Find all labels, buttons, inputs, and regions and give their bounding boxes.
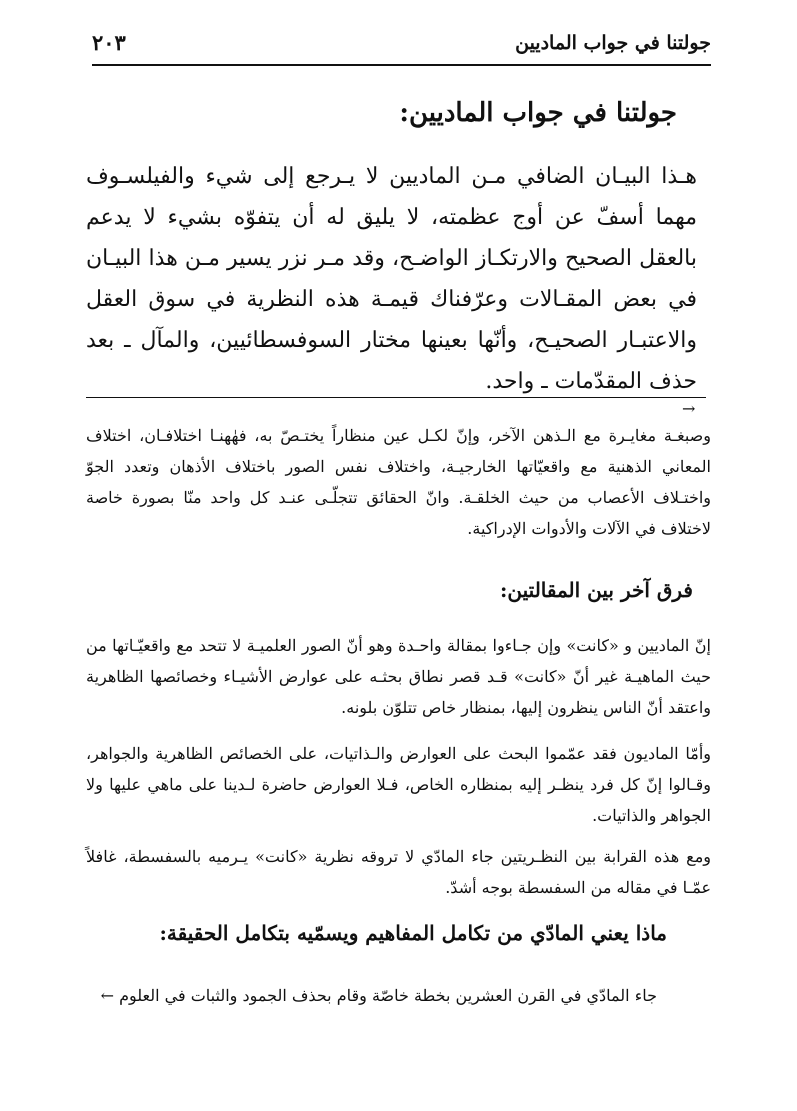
- footnote-paragraph-2: إنّ الماديين و «كانت» وإن جـاءوا بمقالة واحـدة وهو أنّ الصور العلميـة لا تتحد مع واقعيّـاتها من حيث الماهيـة غير أنّ «كانت» قـد قصر نطاق بحثـه على عوارض الأشيـاء وخصائصها الظاهرية واعتقد أنّ الناس ينظرون إليها، بمنظار خاص تتلوّن بلونه.: [86, 636, 712, 717]
- footnote-subheading-2: ماذا يعني المادّي من تكامل المفاهيم ويسمّيه بتكامل الحقيقة:: [159, 921, 667, 945]
- section-heading: جولتنا في جواب الماديين:: [399, 98, 677, 128]
- page-number: ٢٠٣: [92, 30, 126, 55]
- footnote-continuation-arrow-icon: →: [682, 399, 696, 418]
- footnote-subheading-1: فرق آخر بين المقالتين:: [500, 578, 693, 602]
- page-header: [92, 28, 711, 66]
- footnote-last-line: [86, 980, 657, 1011]
- continues-arrow-icon: ←: [100, 986, 114, 1005]
- footnote-paragraph-1: وصبغـة مغايـرة مع الـذهن الآخر، وإنّ لكـل عين منظاراً يختـصّ به، فهٰهنـا اختلافـان، اختلاف المعاني الذهنية مع واقعيّاتها الخارجيـة، واختلاف نفس الصور باختلاف الأذهان وتعدد الجوّ واختـلاف الأعصاب من حيث الخلقـة. وانّ الحقائق تتجلّـى عنـد كل واحد منّا بصورة خاصة لاختلاف في الآلات والأدوات الإدراكية.: [86, 426, 711, 538]
- running-title: جولتنا في جواب الماديين: [515, 32, 711, 54]
- main-paragraph: هـذا البيـان الضافي مـن الماديين لا يـرجع إلى شيء والفيلسـوف مهما أسفّ عن أوج عظمته، لا يليق له أن يتفوّه بشيء لا يدعم بالعقل الصحيح والارتكـاز الواضـح، وقد مـر نزر يسير مـن هذا البيـان في بعض المقـالات وعرّفناك قيمـة هذه النظرية في سوق العقل والاعتبـار الصحيـح، وأنّها بعينها مختار السوفسطائيين، والمآل ـ بعد حذف المقدّمات ـ واحد.: [86, 164, 697, 394]
- footnote-paragraph-4: ومع هذه القرابة بين النظـريتين جاء المادّي لا تروقه نظرية «كانت» يـرميه بالسفسطة، غافلاً عمّـا في مقاله من السفسطة بوجه أشدّ.: [86, 847, 711, 897]
- footnote-divider: [86, 397, 706, 398]
- footnote-paragraph-3: وأمّا الماديون فقد عمّموا البحث على العوارض والـذاتيات، على الخصائص الظاهرية والجواهر، وقـالوا إنّ كل فرد ينظـر إليه بمنظاره الخاص، فـلا العوارض حاضرة لـدينا على ماهي عليها ولا الجواهر والذاتيات.: [86, 744, 712, 825]
- footnote-last-line-text: جاء المادّي في القرن العشرين بخطة خاصّة وقام بحذف الجمود والثبات في العلوم: [119, 986, 657, 1005]
